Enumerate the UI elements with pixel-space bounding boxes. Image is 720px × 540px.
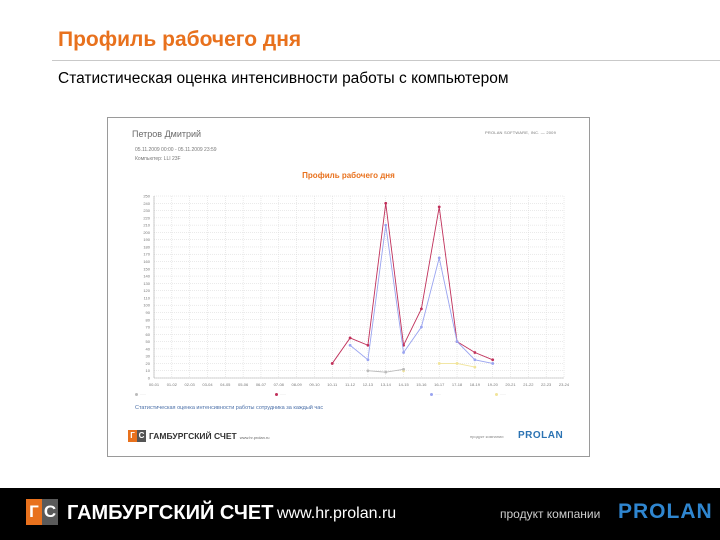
data-point (331, 362, 334, 365)
report-computer: Компьютер: LLI 23F (135, 156, 181, 162)
y-tick-label: 50 (145, 339, 150, 345)
logo-mark-left: Г (128, 430, 137, 442)
data-point (456, 362, 459, 365)
y-tick-label: 190 (143, 237, 150, 243)
x-tick-label: 18-19 (469, 382, 480, 387)
legend-item: ······ (275, 392, 286, 396)
y-tick-label: 10 (145, 368, 150, 374)
data-point (384, 224, 387, 227)
x-tick-label: 15-16 (416, 382, 427, 387)
chart-caption: Статистическая оценка интенсивности работы сотрудника за каждый час (135, 405, 324, 411)
x-tick-label: 19-20 (487, 382, 498, 387)
data-point (367, 358, 370, 361)
x-tick-label: 00-01 (148, 382, 160, 387)
footer-url[interactable]: www.hr.prolan.ru (277, 505, 397, 522)
data-point (402, 368, 405, 371)
x-tick-label: 05-06 (238, 382, 249, 387)
x-tick-label: 08-09 (291, 382, 302, 387)
footer-prolan-logo: PROLAN (618, 500, 713, 523)
data-point (473, 351, 476, 354)
footer-brand: ГАМБУРГСКИЙ СЧЕТ (67, 502, 274, 524)
data-point (349, 337, 352, 340)
report-screenshot (107, 117, 590, 457)
y-tick-label: 20 (145, 360, 150, 366)
data-point (473, 366, 476, 369)
data-point (438, 362, 441, 365)
data-point (420, 307, 423, 310)
y-tick-label: 160 (143, 259, 150, 265)
x-tick-label: 09-10 (309, 382, 320, 387)
x-tick-label: 22-23 (541, 382, 552, 387)
y-tick-label: 110 (143, 295, 150, 301)
x-tick-label: 07-08 (273, 382, 284, 387)
y-tick-label: 100 (143, 302, 150, 308)
data-point (438, 206, 441, 209)
x-tick-label: 13-14 (380, 382, 391, 387)
y-tick-label: 220 (143, 215, 150, 221)
data-point (491, 362, 494, 365)
data-point (384, 371, 387, 374)
x-tick-label: 01-02 (166, 382, 177, 387)
y-tick-label: 240 (143, 200, 150, 206)
x-tick-label: 20-21 (505, 382, 516, 387)
report-period: 05.11.2009 00:00 - 05.11.2009 23:59 (135, 147, 217, 153)
data-point (349, 344, 352, 347)
x-tick-label: 04-05 (220, 382, 231, 387)
x-tick-label: 02-03 (184, 382, 195, 387)
line-chart (108, 118, 589, 393)
y-tick-label: 40 (145, 346, 150, 352)
employee-name: Петров Дмитрий (132, 129, 202, 139)
data-point (420, 326, 423, 329)
y-tick-label: 120 (143, 288, 150, 294)
x-tick-label: 10-11 (327, 382, 338, 387)
y-tick-label: 200 (143, 229, 150, 235)
y-tick-label: 170 (143, 251, 150, 257)
y-tick-label: 80 (145, 317, 150, 323)
footer-logo-mark-right: С (42, 499, 58, 525)
y-tick-label: 90 (145, 309, 150, 315)
y-tick-label: 150 (143, 266, 150, 272)
chart-title: Профиль рабочего дня (302, 171, 395, 180)
footer-product-text: продукт компании (500, 507, 601, 521)
footer-logo-mark (26, 499, 58, 525)
x-tick-label: 12-13 (362, 382, 374, 387)
title-divider (52, 60, 720, 61)
y-tick-label: 70 (145, 324, 150, 330)
data-point (438, 256, 441, 259)
report-company: PROLAN SOFTWARE, INC. — 2009 (485, 130, 557, 135)
y-tick-label: 140 (143, 273, 150, 279)
y-tick-label: 130 (143, 280, 150, 286)
report-prolan-logo: PROLAN (518, 430, 564, 441)
data-point (491, 358, 494, 361)
report-logo-url: www.hr.prolan.ru (239, 435, 270, 440)
y-tick-label: 0 (147, 375, 150, 381)
y-tick-label: 180 (143, 244, 150, 250)
x-tick-label: 16-17 (434, 382, 445, 387)
x-tick-label: 03-04 (202, 382, 213, 387)
x-tick-label: 17-18 (451, 382, 463, 387)
report-product-text: продукт компании (470, 434, 504, 439)
report-logo-text: ГАМБУРГСКИЙ СЧЕТ (149, 431, 237, 441)
data-point (402, 351, 405, 354)
data-point (367, 369, 370, 372)
x-tick-label: 11-12 (345, 382, 356, 387)
chart-legend (135, 392, 565, 400)
legend-item: ······ (495, 392, 506, 396)
footer-logo-mark-left: Г (26, 499, 42, 525)
x-tick-label: 14-15 (398, 382, 409, 387)
slide-subtitle: Статистическая оценка интенсивности работы с компьютером (58, 70, 509, 87)
x-tick-label: 21-22 (523, 382, 534, 387)
data-point (473, 358, 476, 361)
data-point (384, 202, 387, 205)
y-tick-label: 230 (143, 208, 150, 214)
data-point (456, 340, 459, 343)
slide-title: Профиль рабочего дня (58, 28, 302, 51)
legend-item: ······ (135, 392, 146, 396)
y-tick-label: 60 (145, 331, 150, 337)
y-tick-label: 210 (143, 222, 150, 228)
y-tick-label: 250 (143, 193, 150, 199)
x-tick-label: 06-07 (255, 382, 267, 387)
x-tick-label: 23-24 (558, 382, 570, 387)
report-logo (128, 429, 270, 443)
data-point (367, 344, 370, 347)
footer-bar (0, 488, 720, 540)
logo-mark-right: С (138, 431, 145, 440)
legend-item: ······ (430, 392, 441, 396)
y-tick-label: 30 (145, 353, 150, 359)
